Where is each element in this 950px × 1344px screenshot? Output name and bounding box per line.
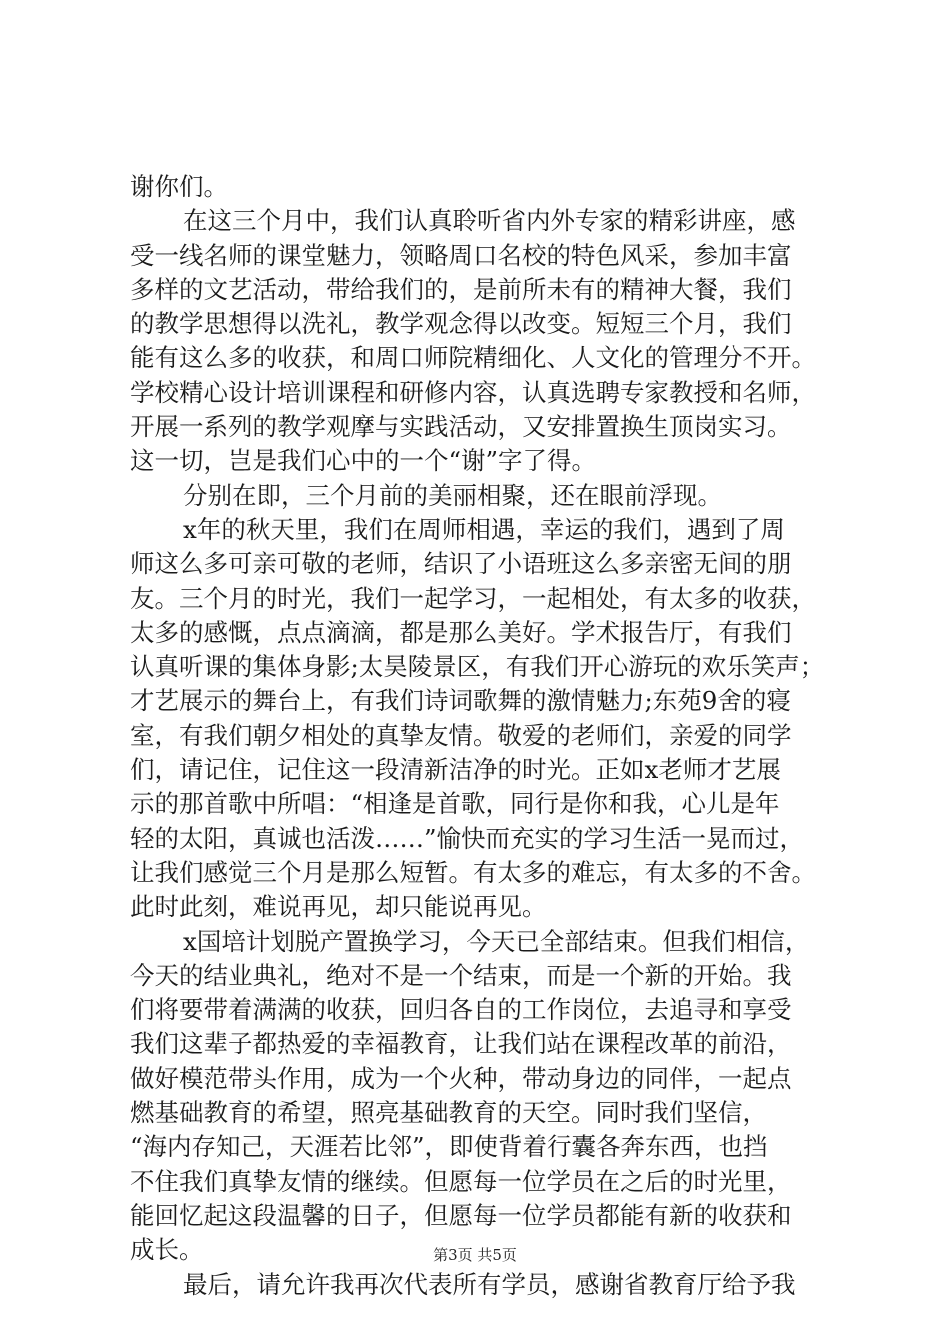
text-line: 此时此刻，难说再见，却只能说再见。: [130, 892, 547, 922]
text-line: 们，请记住，记住这一段清新洁净的时光。正如x老师才艺展: [130, 755, 781, 785]
text-line: 太多的感慨，点点滴滴，都是那么美好。学术报告厅，有我们: [130, 617, 792, 647]
text-line: 燃基础教育的希望，照亮基础教育的天空。同时我们坚信，: [130, 1098, 767, 1128]
text-line: 受一线名师的课堂魅力，领略周口名校的特色风采，参加丰富: [130, 240, 792, 270]
text-line: 才艺展示的舞台上，有我们诗词歌舞的激情魅力;东苑9舍的寝: [130, 686, 791, 716]
text-line: 能有这么多的收获，和周口师院精细化、人文化的管理分不开。: [130, 343, 816, 373]
text-line: 友。三个月的时光，我们一起学习，一起相处，有太多的收获，: [130, 583, 816, 613]
text-line: x年的秋天里，我们在周师相遇，幸运的我们，遇到了周: [183, 514, 785, 544]
text-line: 在这三个月中，我们认真聆听省内外专家的精彩讲座，感: [183, 206, 796, 236]
text-line: 们将要带着满满的收获，回归各自的工作岗位，去追寻和享受: [130, 995, 792, 1025]
text-line: 开展一系列的教学观摩与实践活动，又安排置换生顶岗实习。: [130, 412, 792, 442]
text-line: “海内存知己，天涯若比邻”，即使背着行囊各奔东西，也挡: [130, 1132, 768, 1162]
text-line: 示的那首歌中所唱：“相逢是首歌，同行是你和我，心儿是年: [130, 789, 780, 819]
text-line: 谢你们。: [130, 172, 228, 201]
text-line: 认真听课的集体身影;太昊陵景区，有我们开心游玩的欢乐笑声；: [130, 652, 825, 682]
text-line: 这一切，岂是我们心中的一个“谢”字了得。: [130, 446, 597, 476]
text-line: 今天的结业典礼，绝对不是一个结束，而是一个新的开始。我: [130, 960, 792, 990]
text-line: 师这么多可亲可敬的老师，结识了小语班这么多亲密无间的朋: [130, 549, 792, 579]
text-line: 轻的太阳，真诚也活泼……”愉快而充实的学习生活一晃而过，: [130, 823, 805, 853]
text-line: 分别在即，三个月前的美丽相聚，还在眼前浮现。: [183, 480, 722, 510]
text-line: 多样的文艺活动，带给我们的，是前所未有的精神大餐，我们: [130, 274, 792, 304]
text-line: 的教学思想得以洗礼，教学观念得以改变。短短三个月，我们: [130, 309, 792, 339]
text-line: 最后，请允许我再次代表所有学员，感谢省教育厅给予我: [183, 1269, 796, 1299]
text-line: 学校精心设计培训课程和研修内容，认真选聘专家教授和名师，: [130, 377, 816, 407]
text-line: 室，有我们朝夕相处的真挚友情。敬爱的老师们，亲爱的同学: [130, 720, 792, 750]
page-number-footer: 第3页 共5页: [433, 1246, 517, 1264]
text-line: 我们这辈子都热爱的幸福教育，让我们站在课程改革的前沿，: [130, 1029, 792, 1059]
text-line: 不住我们真挚友情的继续。但愿每一位学员在之后的时光里，: [130, 1166, 792, 1196]
text-line: 成长。: [130, 1235, 204, 1265]
document-body: [130, 170, 830, 1302]
text-line: 让我们感觉三个月是那么短暂。有太多的难忘，有太多的不舍。: [130, 857, 816, 887]
text-line: 能回忆起这段温馨的日子，但愿每一位学员都能有新的收获和: [130, 1200, 792, 1230]
text-line: 做好模范带头作用，成为一个火种，带动身边的同伴，一起点: [130, 1063, 792, 1093]
text-line: x国培计划脱产置换学习，今天已全部结束。但我们相信，: [183, 926, 810, 956]
